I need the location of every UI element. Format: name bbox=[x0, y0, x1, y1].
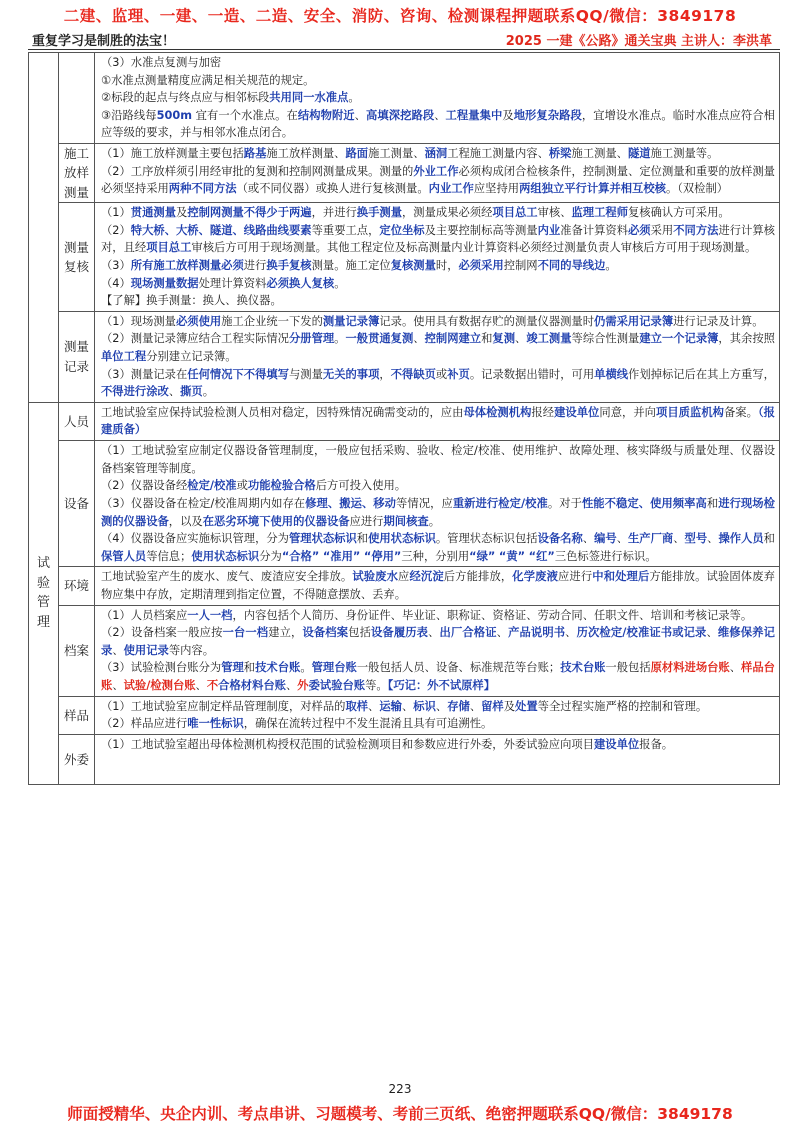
row-content-environment: 工地试验室产生的废水、废气、废渣应安全排放。试验废水应经沉淀后方能排放，化学废液应进行中和处理后方能排放。试验固体废弃物应集中存放，定期清理到指定位置，不得随意摆放、丢弃。 bbox=[95, 567, 780, 605]
header-slogan: 重复学习是制胜的法宝！ bbox=[32, 34, 176, 49]
row-label-survey-review: 测量 复核 bbox=[59, 203, 95, 312]
row-label-survey-record: 测量 记录 bbox=[59, 311, 95, 402]
table-row bbox=[29, 734, 780, 784]
page-header bbox=[28, 28, 780, 50]
row-label-layout-survey: 施工 放样 测量 bbox=[59, 144, 95, 203]
section-label-test-management: 试 验 管 理 bbox=[29, 402, 59, 784]
row-content-survey-record: （1）现场测量必须使用施工企业统一下发的测量记录簿记录。使用具有数据存贮的测量仪器测量时仍需采用记录簿进行记录及计算。 （2）测量记录簿应结合工程实际情况分册管理。一般贯通复测、控制网建立和复测、竣工测量等综合性测量建立一个记录簿，其余按照单位工程分别建立记录簿。 （3）测量记录在任何情况下不得填写与测量无关的事项，不得缺页或补页。记录数据出错时，可用单横线作划掉标记后在其上方重写，不得进行涂改、撕页。 bbox=[95, 311, 780, 402]
header-course-title: 2025 一建《公路》通关宝典 主讲人：李洪革 bbox=[505, 34, 772, 49]
row-content-archives: （1）人员档案应一人一档，内容包括个人简历、身份证件、毕业证、职称证、资格证、劳动合同、任职文件、培训和考核记录等。 （2）设备档案一般应按一台一档建立，设备档案包括设备履历表、出厂合格证、产品说明书、历次检定/校准证书或记录、维修保养记录、使用记录等内容。 （3）试验检测台账分为管理和技术台账。管理台账一般包括人员、设备、标准规范等台账；技术台账一般包括原材料进场台账、样品台账、试验/检测台账、不合格材料台账、外委试验台账等。【巧记：外不试原样】 bbox=[95, 605, 780, 696]
row-label-outsourcing: 外委 bbox=[59, 734, 95, 784]
row-content-equipment: （1）工地试验室应制定仪器设备管理制度，一般应包括采购、验收、检定/校准、使用维护、故障处理、核实降级与质量处理、仪器设备档案管理等制度。 （2）仪器设备经检定/校准或功能检验合格后方可投入使用。 （3）仪器设备在检定/校准周期内如存在修理、搬运、移动等情况，应重新进行检定/校准。对于性能不稳定、使用频率高和进行现场检测的仪器设备，以及在恶劣环境下使用的仪器设备应进行期间核查。 （4）仪器设备应实施标识管理，分为管理状态标识和使用状态标识。管理状态标识包括设备名称、编号、生产厂商、型号、操作人员和保管人员等信息；使用状态标识分为“合格” “准用” “停用”三种，分别用“绿” “黄” “红”三色标签进行标识。 bbox=[95, 441, 780, 567]
table-row bbox=[29, 441, 780, 567]
table-row bbox=[29, 144, 780, 203]
bottom-banner: 师面授精华、央企内训、考点串讲、习题模考、考前三页纸、绝密押题联系QQ/微信：3849178 bbox=[67, 1105, 733, 1123]
row-content-personnel: 工地试验室应保持试验检测人员相对稳定，因特殊情况确需变动的，应由母体检测机构报经建设单位同意，并向项目质监机构备案。（报建质备） bbox=[95, 402, 780, 440]
row-label-samples: 样品 bbox=[59, 696, 95, 734]
top-banner: 二建、监理、一建、一造、二造、安全、消防、咨询、检测课程押题联系QQ/微信：3849178 bbox=[63, 7, 737, 25]
row-content-samples: （1）工地试验室应制定样品管理制度，对样品的取样、运输、标识、存储、留样及处置等全过程实施严格的控制和管理。 （2）样品应进行唯一性标识，确保在流转过程中不发生混淆且具有可追溯性。 bbox=[95, 696, 780, 734]
row-content-layout-survey: （1）施工放样测量主要包括路基施工放样测量、路面施工测量、涵洞工程施工测量内容、桥梁施工测量、隧道施工测量等。 （2）工序放样须引用经审批的复测和控制网测量成果。测量的外业工作必须构成闭合检核条件，控制测量、定位测量和重要的放样测量必须坚持采用两种不同方法（或不同仪器）或换人进行复核测量。内业工作应坚持用两组独立平行计算并相互校核。（双检制） bbox=[95, 144, 780, 203]
section-cell-survey bbox=[29, 53, 59, 403]
table-row bbox=[29, 605, 780, 696]
table-row bbox=[29, 567, 780, 605]
row-content-benchmark: （3）水准点复测与加密 ①水准点测量精度应满足相关规范的规定。 ②标段的起点与终点应与相邻标段共用同一水准点。 ③沿路线每500m 宜有一个水准点。在结构物附近、高填深挖路段、工程量集中及地形复杂路段，宜增设水准点。临时水准点应符合相应等级的要求，并与相邻水准点闭合。 bbox=[95, 53, 780, 144]
table-row bbox=[29, 203, 780, 312]
row-content-survey-review: （1）贯通测量及控制网测量不得少于两遍，并进行换手测量，测量成果必须经项目总工审核、监理工程师复核确认方可采用。 （2）特大桥、大桥、隧道、线路曲线要素等重要工点，定位坐标及主要控制标高等测量内业准备计算资料必须采用不同方法进行计算核对，且经项目总工审核后方可用于现场测量。其他工程定位及标高测量内业计算资料必须经过测量负责人审核后方可用于现场测量。 （3）所有施工放样测量必须进行换手复核测量。施工定位复核测量时，必须采用控制网不同的导线边。 （4）现场测量数据处理计算资料必须换人复核。 【了解】换手测量：换人、换仪器。 bbox=[95, 203, 780, 312]
page-number: 223 bbox=[388, 1082, 412, 1096]
table-row bbox=[29, 53, 780, 144]
row-label-equipment: 设备 bbox=[59, 441, 95, 567]
row-content-outsourcing: （1）工地试验室超出母体检测机构授权范围的试验检测项目和参数应进行外委，外委试验应向项目建设单位报备。 bbox=[95, 734, 780, 784]
row-label-archives: 档案 bbox=[59, 605, 95, 696]
table-row bbox=[29, 311, 780, 402]
content-table bbox=[28, 52, 780, 785]
table-row bbox=[29, 402, 780, 440]
row-label-benchmark bbox=[59, 53, 95, 144]
row-label-personnel: 人员 bbox=[59, 402, 95, 440]
table-row bbox=[29, 696, 780, 734]
row-label-environment: 环境 bbox=[59, 567, 95, 605]
